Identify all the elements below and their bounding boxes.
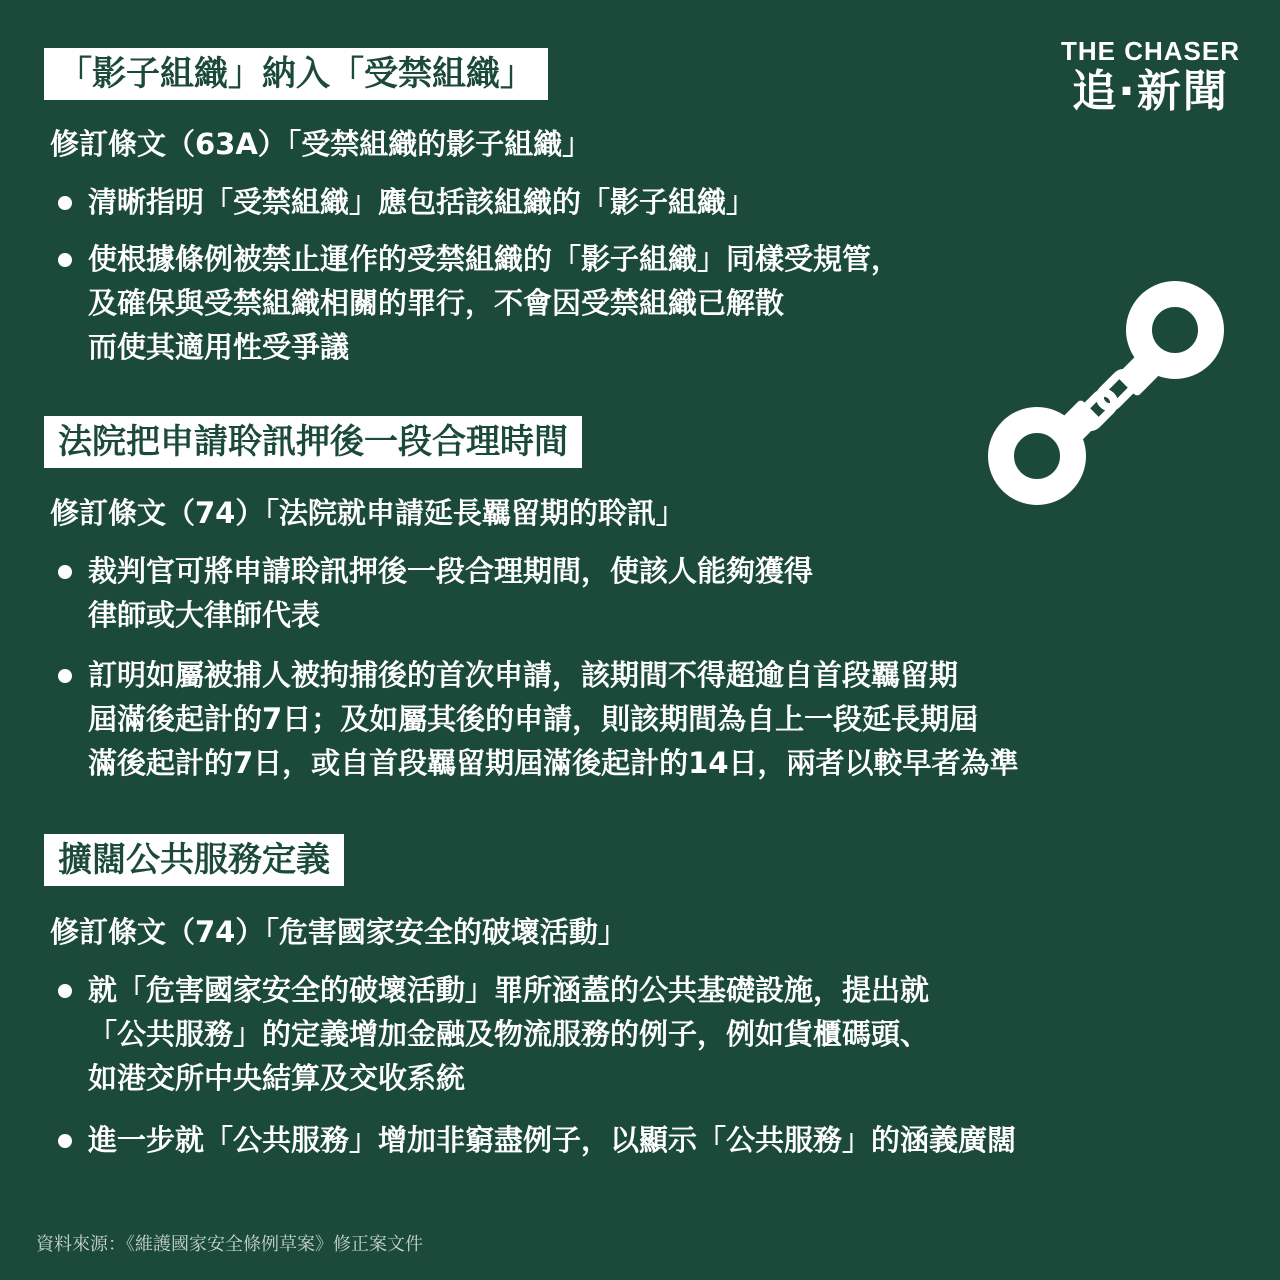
bullet-text: 使根據條例被禁止運作的受禁組織的「影子組織」同樣受規管， 及確保與受禁組織相關的罪行，不會因受禁組織已解散 而使其適用性受爭議 [88, 242, 901, 364]
section-heading-public-services: 擴闊公共服務定義 [44, 834, 344, 886]
logo-chinese: 追·新聞 [1072, 66, 1229, 117]
handcuffs-icon [975, 268, 1235, 513]
list-item [58, 180, 1248, 224]
list-item [58, 549, 1248, 637]
bullet-text: 裁判官可將申請聆訊押後一段合理期間，使該人能夠獲得 律師或大律師代表 [88, 554, 814, 632]
clause-74-hearing: 修訂條文（74）「法院就申請延長羈留期的聆訊」 [50, 496, 685, 530]
bullet-text: 就「危害國家安全的破壞活動」罪所涵蓋的公共基礎設施，提出就 「公共服務」的定義增加金融及物流服務的例子，例如貨櫃碼頭、 如港交所中央結算及交收系統 [88, 973, 930, 1095]
brand-logo [1061, 36, 1240, 118]
list-item [58, 968, 1248, 1100]
section-heading-shadow-organisations: 「影子組織」納入「受禁組織」 [44, 48, 548, 100]
bullet-icon [58, 196, 72, 210]
clause-63a: 修訂條文（63A）「受禁組織的影子組織」 [50, 127, 592, 161]
bullet-icon [58, 669, 72, 683]
bullet-icon [58, 1134, 72, 1148]
bullet-text: 清晰指明「受禁組織」應包括該組織的「影子組織」 [88, 185, 756, 219]
bullet-icon [58, 565, 72, 579]
list-item [58, 1118, 1248, 1162]
clause-74-sabotage: 修訂條文（74）「危害國家安全的破壞活動」 [50, 915, 627, 949]
source-note: 資料來源：《維護國家安全條例草案》修正案文件 [36, 1234, 423, 1255]
bullet-icon [58, 984, 72, 998]
bullet-icon [58, 253, 72, 267]
list-item [58, 653, 1248, 785]
section-heading-court-adjournment: 法院把申請聆訊押後一段合理時間 [44, 416, 582, 468]
bullet-text: 訂明如屬被捕人被拘捕後的首次申請，該期間不得超逾自首段羈留期 屆滿後起計的7日；及如屬其後的申請，則該期間為自上一段延長期屆 滿後起計的7日，或自首段羈留期屆滿後起計的14日，兩者以較早者為準 [88, 658, 1019, 780]
bullet-text: 進一步就「公共服務」增加非窮盡例子，以顯示「公共服務」的涵義廣闊 [88, 1123, 1017, 1157]
logo-english: THE CHASER [1060, 36, 1240, 66]
